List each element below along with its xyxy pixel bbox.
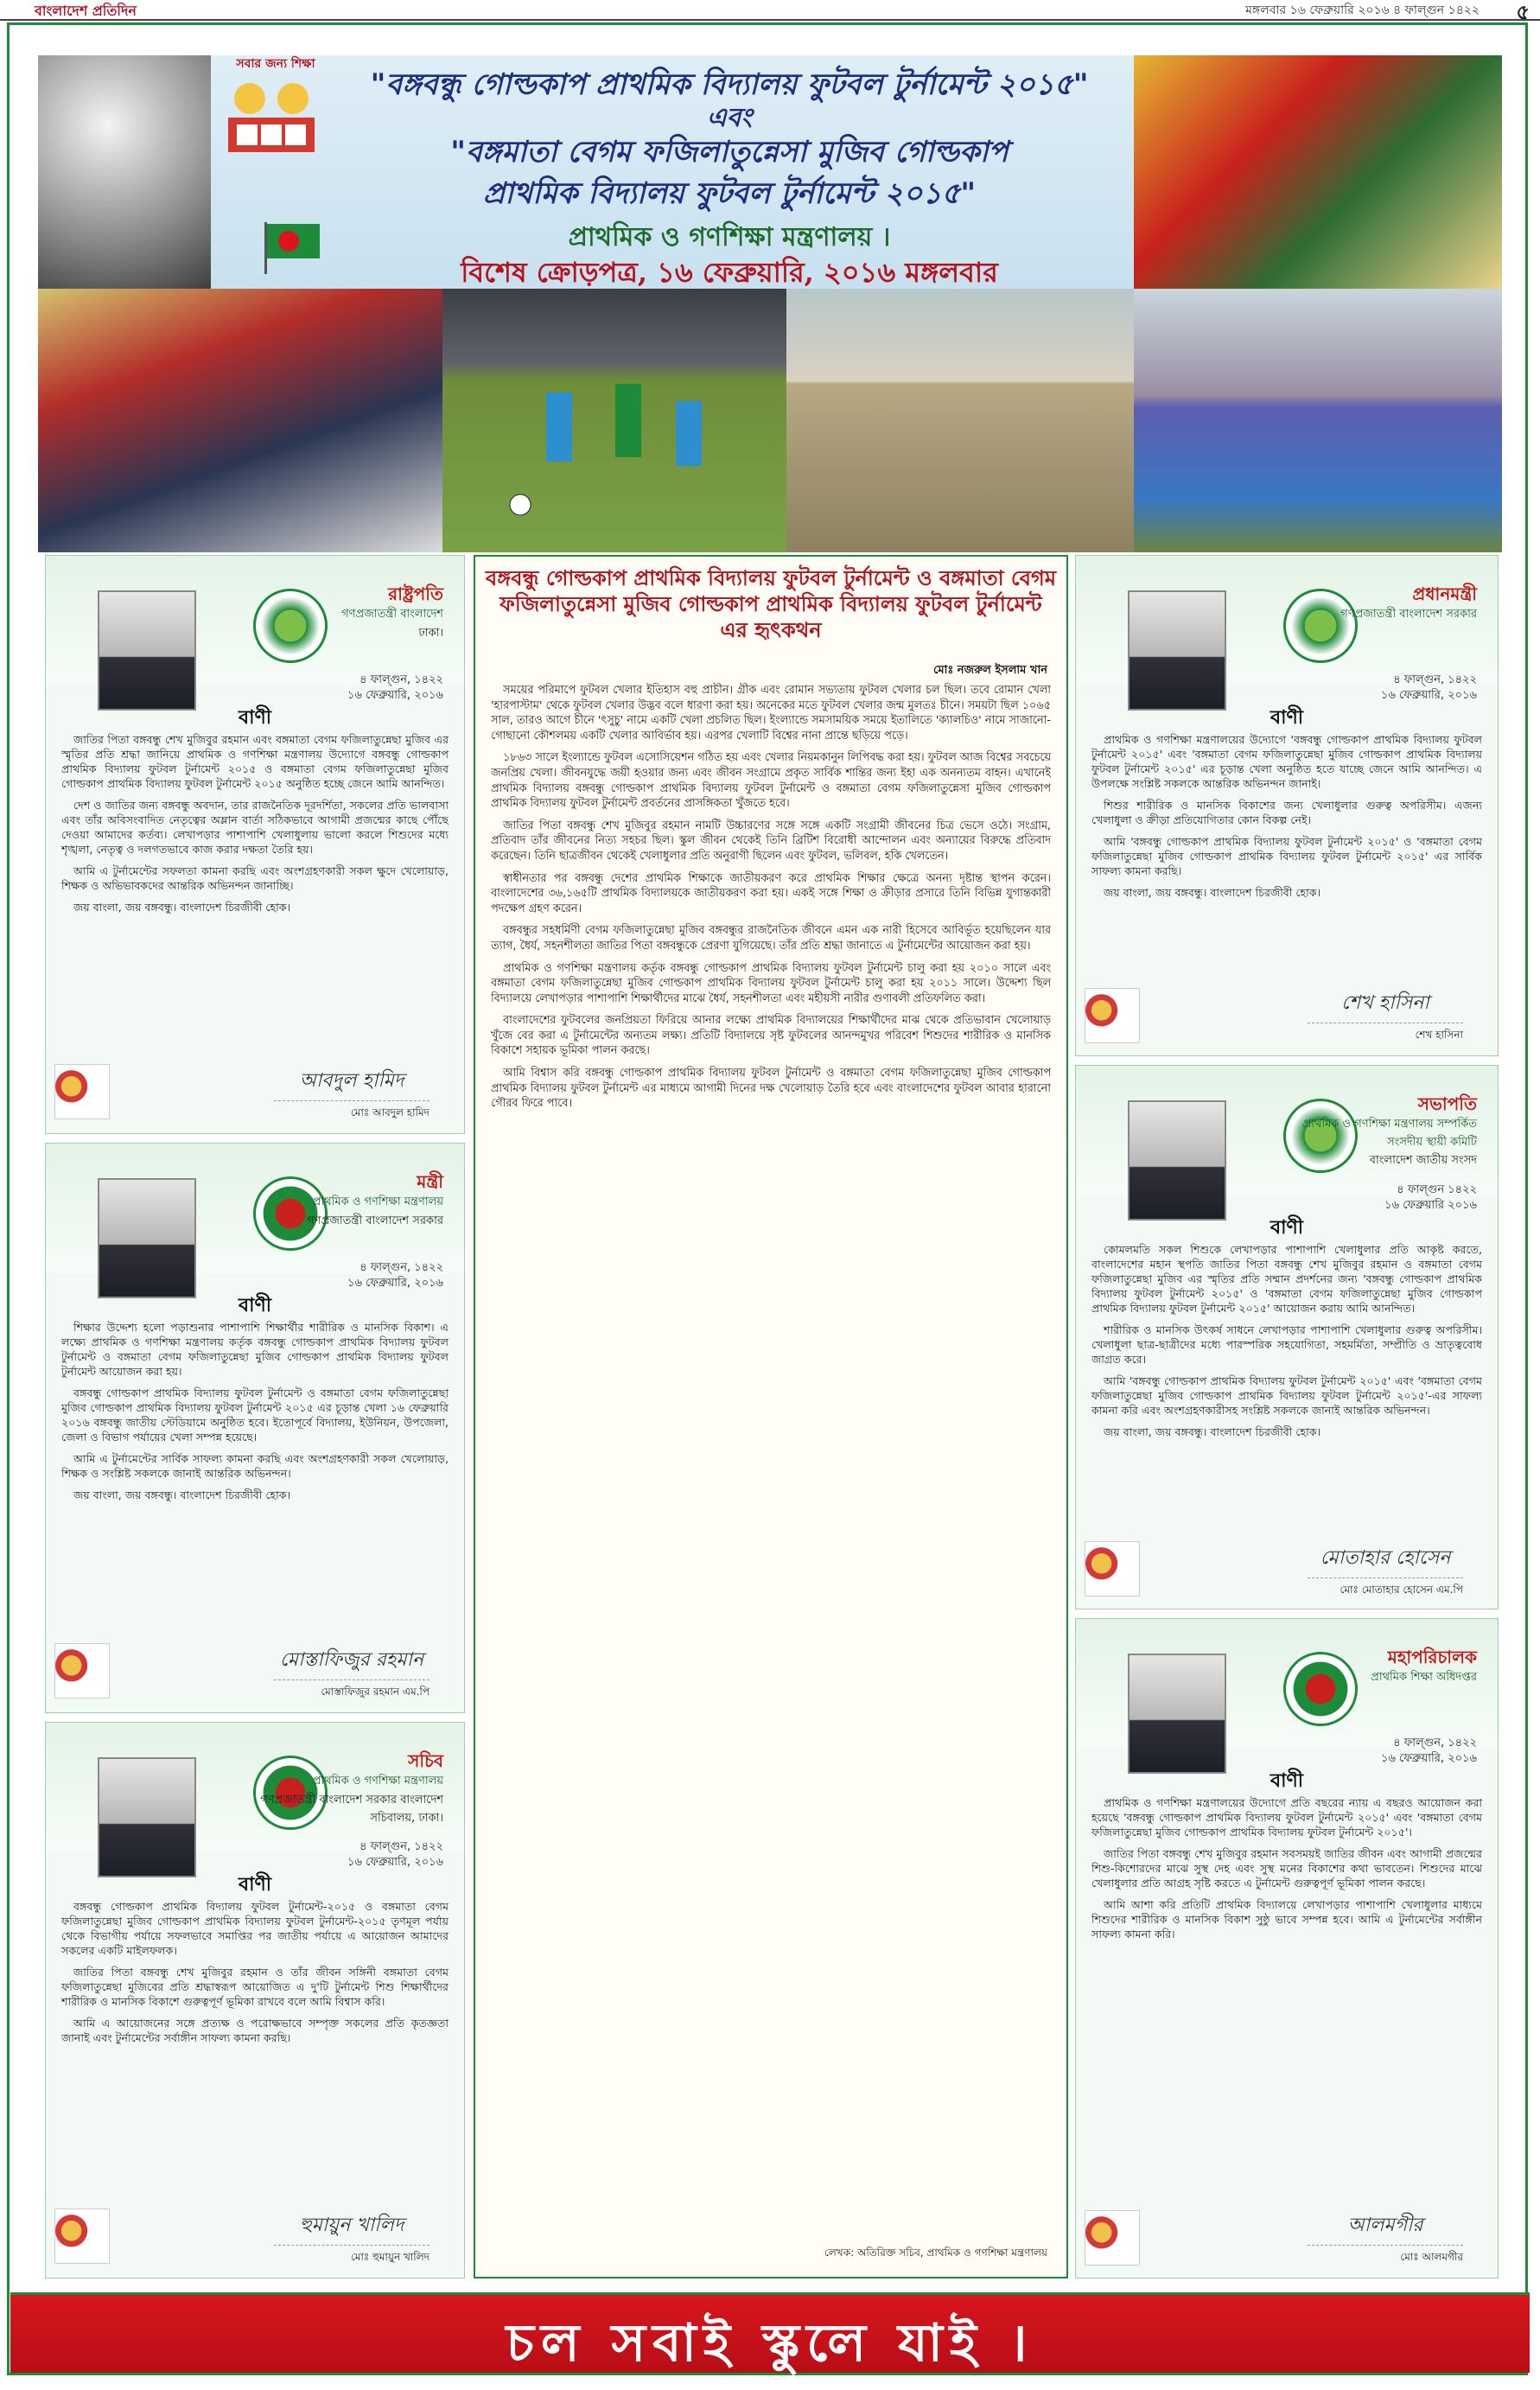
education-logo-icon <box>1085 988 1140 1043</box>
card-date-gregorian: ১৬ ফেব্রুয়ারি, ২০১৬ <box>347 1277 443 1290</box>
card-date-bengali: ৪ ফাল্গুন, ১৪২২ <box>1393 1737 1477 1749</box>
signer-name: শেখ হাসিনা <box>1415 1029 1463 1041</box>
chairman-message-card <box>1075 1065 1499 1609</box>
card-place: গণপ্রজাতন্ত্রী বাংলাদেশ সরকার <box>307 1214 443 1227</box>
banner-title-line2: এবং <box>706 103 753 133</box>
government-seal-icon <box>1283 1652 1358 1726</box>
card-role: মন্ত্রী <box>417 1171 443 1192</box>
banner-title-line3: "বঙ্গমাতা বেগম ফজিলাতুন্নেসা মুজিব গোল্ডকাপ <box>450 135 1009 169</box>
card-date-bengali: ৪ ফাল্গুন ১৪২২ <box>1397 1183 1477 1196</box>
education-for-all-logo <box>211 64 332 168</box>
masthead-name: বাংলাদেশ প্রতিদিন <box>35 3 137 19</box>
card-body: শিক্ষার উদ্দেশ্য হলো পড়াশুনার পাশাপাশি শিক্ষার্থীর শারীরিক ও মানসিক বিকাশ। এ লক্ষ্যে প্রাথমিক ও গণশিক্ষা মন্ত্রণালয় কর্তৃক বঙ্গবন্ধু গোল্ডকাপ প্রাথমিক বিদ্যালয় ফুটবল টুর্নামেন্ট ও বঙ্গমাতা বেগম ফজিলাতুন্নেছা মুজিব গোল্ডকাপ প্রাথমিক বিদ্যালয় ফুটবল টুর্নামেন্ট আয়োজন করা হয়। বঙ্গবন্ধু গোল্ডকাপ প্রাথমিক বিদ্যালয় ফুটবল টুর্নামেন্ট ও বঙ্গমাতা বেগম ফজিলাতুন্নেছা মুজিব গোল্ডকাপ প্রাথমিক বিদ্যালয় ফুটবল টুর্নামেন্ট ২০১৫ এর চূড়ান্ত খেলা ১৬ ফেব্রুয়ারি ২০১৬ বঙ্গবন্ধু জাতীয় স্টেডিয়ামে অনুষ্ঠিত হবে। ইতোপূর্বে বিদ্যালয়, ইউনিয়ন, উপজেলা, জেলা ও বিভাগ পর্যায়ের খেলা সম্পন্ন হয়েছে। আমি এ টুর্নামেন্টের সার্বিক সাফল্য কামনা করছি এবং অংশগ্রহণকারী সকল খেলোয়াড়, শিক্ষক ও সংশ্লিষ্ট সকলকে জানাই আন্তরিক অভিনন্দন। জয় বাংলা, জয় বঙ্গবন্ধু। বাংলাদেশ চিরজীবী হোক। <box>61 1321 449 1501</box>
card-date-bengali: ৪ ফাল্গুন, ১৪২২ <box>1393 673 1477 686</box>
slogan-banner <box>10 2292 1530 2373</box>
card-role: রাষ্ট্রপতি <box>388 583 443 604</box>
field-play-photo <box>786 289 1134 552</box>
card-org: গণপ্রজাতন্ত্রী বাংলাদেশ সরকার <box>1340 608 1477 621</box>
education-logo-icon <box>1085 2210 1140 2266</box>
card-body: বঙ্গবন্ধু গোল্ডকাপ প্রাথমিক বিদ্যালয় ফুটবল টুর্নামেন্ট-২০১৫ ও বঙ্গমাতা বেগম ফজিলাতুন্নেছা মুজিব গোল্ডকাপ প্রাথমিক বিদ্যালয় ফুটবল টুর্নামেন্ট-২০১৫ তৃণমূল পর্যায় থেকে বিভাগীয় পর্যায়ে সফলভাবে সমাপ্তির পর জাতীয় পর্যায়ে এ আয়োজন আমাদের সকলের একটি মাইলফলক। জাতির পিতা বঙ্গবন্ধু শেখ মুজিবুর রহমান ও তাঁর জীবন সঙ্গিনী বঙ্গমাতা বেগম ফজিলাতুন্নেছা মুজিবের প্রতি শ্রদ্ধাস্বরূপ আয়োজিত এ দু'টি টুর্নামেন্ট শিশু শিক্ষার্থীদের শারীরিক ও মানসিক বিকাশে গুরুত্বপূর্ণ ভূমিকা রাখবে বলে আমি বিশ্বাস করি। আমি এ আয়োজনের সঙ্গে প্রত্যক্ষ ও পরোক্ষভাবে সম্পৃক্ত সকলের প্রতি কৃতজ্ঞতা জানাই এবং টুর্নামেন্টের সর্বাঙ্গীন সাফল্য কামনা করছি। <box>61 1900 449 2044</box>
card-heading: বাণী <box>238 707 272 729</box>
article-author: মোঃ নজরুল ইসলাম খান <box>933 664 1047 677</box>
top-strip <box>0 0 1540 24</box>
education-logo-icon <box>54 2208 110 2264</box>
card-heading: বাণী <box>1270 1770 1304 1792</box>
secretary-message-card <box>45 1722 465 2278</box>
card-body: জাতির পিতা বঙ্গবন্ধু শেখ মুজিবুর রহমান এবং বঙ্গমাতা বেগম ফজিলাতুন্নেছা মুজিব এর স্মৃতির প্রতি শ্রদ্ধা জানিয়ে প্রাথমিক ও গণশিক্ষা মন্ত্রণালয় উদ্যোগে বঙ্গবন্ধু গোল্ডকাপ প্রাথমিক বিদ্যালয় ফুটবল টুর্নামেন্ট ২০১৫ ও বঙ্গমাতা বেগম ফজিলাতুন্নেছা মুজিব গোল্ডকাপ প্রাথমিক বিদ্যালয় ফুটবল টুর্নামেন্ট ২০১৫ অনুষ্ঠিত হচ্ছে জেনে আমি আনন্দিত। দেশ ও জাতির জন্য বঙ্গবন্ধু অবদান, তার রাজনৈতিক দূরদর্শিতা, সকলের প্রতি ভালবাসা এবং তাঁর অবিসংবাদিত নেতৃত্বের অম্লান বার্তা সঠিকভাবে আগামী প্রজন্মের কাছে পৌঁছে দেওয়া আমাদের কর্তব্য। লেখাপড়ার পাশাপাশি খেলাধুলায় ভালো করলে শিশুদের মধ্যে শৃঙ্খলা, নেতৃত্ব ও দলগতভাবে কাজ করার দক্ষতা তৈরি হয়। আমি এ টুর্নামেন্টের সফলতা কামনা করছি এবং অংশগ্রহণকারী সকল ক্ষুদে খেলোয়াড়, শিক্ষক ও অভিভাবকদের আন্তরিক অভিনন্দন জানাচ্ছি। জয় বাংলা, জয় বঙ্গবন্ধু। বাংলাদেশ চিরজীবী হোক। <box>61 733 449 914</box>
secretary-portrait <box>98 1757 196 1877</box>
card-body: কোমলমতি সকল শিশুকে লেখাপড়ার পাশাপাশি খেলাধুলার প্রতি আকৃষ্ট করতে, বাংলাদেশের মহান স্থপতি জাতির পিতা বঙ্গবন্ধু শেখ মুজিবুর রহমান ও বঙ্গমাতা বেগম ফজিলাতুন্নেছা মুজিব এর স্মৃতির প্রতি সম্মান প্রদর্শনের জন্য 'বঙ্গবন্ধু গোল্ডকাপ প্রাথমিক বিদ্যালয় ফুটবল টুর্নামেন্ট ২০১৫' ও 'বঙ্গমাতা বেগম ফজিলাতুন্নেছা মুজিব গোল্ডকাপ প্রাথমিক বিদ্যালয় ফুটবল টুর্নামেন্ট ২০১৫' আয়োজন করায় আমি আনন্দিত। শারীরিক ও মানসিক উৎকর্ষ সাধনে লেখাপড়ার পাশাপাশি খেলাধুলার গুরুত্ব অপরিসীম। খেলাধুলা ছাত্র-ছাত্রীদের মধ্যে পারস্পরিক সহযোগিতা, সহমর্মিতা, সম্প্রীতি ও ভ্রাতৃত্ববোধ জাগ্রত করে। আমি 'বঙ্গবন্ধু গোল্ডকাপ প্রাথমিক বিদ্যালয় ফুটবল টুর্নামেন্ট ২০১৫' এবং 'বঙ্গমাতা বেগম ফজিলাতুন্নেছা মুজিব গোল্ডকাপ প্রাথমিক বিদ্যালয় ফুটবল টুর্নামেন্ট ২০১৫'-এর সাফল্য কামনা করি এবং অংশগ্রহণকারীসহ সংশ্লিষ্ট সকলকে জানাই আন্তরিক অভিনন্দন। জয় বাংলা, জয় বঙ্গবন্ধু। বাংলাদেশ চিরজীবী হোক। <box>1091 1243 1482 1438</box>
signature: আবদুল হামিদ <box>274 1066 430 1101</box>
card-place: গণপ্রজাতন্ত্রী বাংলাদেশ সরকার বাংলাদেশ সচিবালয়, ঢাকা। <box>260 1794 443 1825</box>
signer-name: মোঃ হুমায়ুন খালিদ <box>350 2251 430 2263</box>
card-heading: বাণী <box>238 1874 272 1896</box>
banner-title-line4: প্রাথমিক বিদ্যালয় ফুটবল টুর্নামেন্ট ২০১৫" <box>482 176 977 211</box>
card-heading: বাণী <box>1270 707 1304 729</box>
president-message-card <box>45 555 465 1134</box>
card-org: প্রাথমিক শিক্ষা অধিদপ্তর <box>1371 1671 1477 1684</box>
page-number: ৫ <box>1516 0 1530 24</box>
card-date-gregorian: ১৬ ফেব্রুয়ারি, ২০১৬ <box>1381 1752 1477 1765</box>
card-place: ঢাকা। <box>418 627 443 640</box>
card-body: প্রাথমিক ও গণশিক্ষা মন্ত্রণালয়ের উদ্যোগে প্রতি বছরের ন্যায় এ বছরও আয়োজন করা হয়েছে 'বঙ্গবন্ধু গোল্ডকাপ প্রাথমিক বিদ্যালয় ফুটবল টুর্নামেন্ট ২০১৫' এবং 'বঙ্গমাতা বেগম ফজিলাতুন্নেছা মুজিব গোল্ডকাপ প্রাথমিক বিদ্যালয় ফুটবল টুর্নামেন্ট ২০১৫'। জাতির পিতা বঙ্গবন্ধু শেখ মুজিবুর রহমান সবসময়ই জাতির জীবন এবং আগামী প্রজন্মের শিশু-কিশোরদের মাঝে সুস্থ দেহ এবং সুস্থ মনের বিকাশের কথা ভাবতেন। শিশুদের মাঝে খেলাধুলার প্রতি আগ্রহ সৃষ্টি করতে এ টুর্নামেন্ট গুরুত্বপূর্ণ ভূমিকা পালন করছে। আমি আশা করি প্রতিটি প্রাথমিক বিদ্যালয়ে লেখাপড়ার পাশাপাশি খেলাধুলার মাধ্যমে শিশুদের শারীরিক ও মানসিক বিকাশ সুষ্ঠু ভাবে সম্পন্ন হবে। আমি এ টুর্নামেন্টের সর্বাঙ্গীন সাফল্য কামনা করি। <box>1091 1796 1482 1941</box>
card-heading: বাণী <box>1270 1217 1304 1239</box>
card-date-gregorian: ১৬ ফেব্রুয়ারি, ২০১৬ <box>347 689 443 702</box>
slogan-text: চল সবাই স্কুলে যাই । <box>506 2313 1034 2374</box>
signature: শেখ হাসিনা <box>1308 988 1463 1023</box>
trophy-award-photo <box>1134 55 1502 289</box>
logo-caption: সবার জন্য শিক্ষা <box>236 57 315 71</box>
dg-message-card <box>1075 1618 1499 2278</box>
card-date-gregorian: ১৬ ফেব্রুয়ারি, ২০১৬ <box>1381 689 1477 702</box>
signer-name: মোঃ আবদুল হামিদ <box>350 1106 430 1119</box>
signature: আলমগীর <box>1308 2210 1463 2246</box>
pm-portrait <box>1128 590 1226 711</box>
card-org: গণপ্রজাতন্ত্রী বাংলাদেশ <box>341 608 443 621</box>
card-org: প্রাথমিক ও গণশিক্ষা মন্ত্রণালয় <box>312 1195 443 1208</box>
card-date-gregorian: ১৬ ফেব্রুয়ারি, ২০১৬ <box>347 1856 443 1869</box>
feature-article <box>474 555 1068 2278</box>
signature: হুমায়ুন খালিদ <box>274 2210 430 2246</box>
minister-message-card <box>45 1143 465 1713</box>
education-logo-icon <box>54 1064 110 1119</box>
pm-message-card <box>1075 555 1499 1056</box>
issue-date: মঙ্গলবার ১৬ ফেব্রুয়ারি ২০১৬ ৪ ফাল্গুন ১৪২২ <box>1245 3 1480 17</box>
ceremony-photo <box>38 289 442 552</box>
card-place: বাংলাদেশ জাতীয় সংসদ <box>1369 1154 1477 1167</box>
article-footer: লেখক: অতিরিক্ত সচিব, প্রাথমিক ও গণশিক্ষা মন্ত্রণালয় <box>824 2247 1047 2259</box>
education-logo-icon <box>1085 1541 1140 1597</box>
signer-name: মোঃ মোতাহার হোসেন এম.পি <box>1340 1584 1463 1596</box>
chairman-portrait <box>1128 1100 1226 1220</box>
article-title: বঙ্গবন্ধু গোল্ডকাপ প্রাথমিক বিদ্যালয় ফুটবল টুর্নামেন্ট ও বঙ্গমাতা বেগম ফজিলাতুন্নেসা মুজিব গোল্ডকাপ প্রাথমিক বিদ্যালয় ফুটবল টুর্নামেন্ট এর হৃৎকথন <box>485 565 1057 642</box>
signature: মোস্তাফিজুর রহমান <box>274 1645 430 1680</box>
pm-seal-icon <box>1283 589 1358 663</box>
card-body: প্রাথমিক ও গণশিক্ষা মন্ত্রণালয়ের উদ্যোগে 'বঙ্গবন্ধু গোল্ডকাপ প্রাথমিক বিদ্যালয় ফুটবল টুর্নামেন্ট ২০১৫' এবং 'বঙ্গমাতা বেগম ফজিলাতুন্নেছা মুজিব গোল্ডকাপ প্রাথমিক বিদ্যালয় ফুটবল টুর্নামেন্ট ২০১৫' এর চূড়ান্ত খেলা অনুষ্ঠিত হতে যাচ্ছে জেনে আমি আনন্দিত। এ উপলক্ষে সংশ্লিষ্ট সকলকে আন্তরিক অভিনন্দন জানাই। শিশুর শারীরিক ও মানসিক বিকাশের জন্য খেলাধুলার গুরুত্ব অপরিসীম। এজন্য খেলাধুলা ও ক্রীড়া প্রতিযোগিতার কোন বিকল্প নেই। আমি 'বঙ্গবন্ধু গোল্ডকাপ প্রাথমিক বিদ্যালয় ফুটবল টুর্নামেন্ট ২০১৫' ও 'বঙ্গমাতা বেগম ফজিলাতুন্নেছা মুজিব গোল্ডকাপ প্রাথমিক বিদ্যালয় ফুটবল টুর্নামেন্ট ২০১৫' এর সার্বিক সাফল্য কামনা করছি। জয় বাংলা, জয় বঙ্গবন্ধু। বাংলাদেশ চিরজীবী হোক। <box>1091 733 1482 899</box>
minister-portrait <box>98 1178 196 1298</box>
president-seal-icon <box>253 589 328 663</box>
banner <box>38 55 1502 552</box>
signature: মোতাহার হোসেন <box>1308 1543 1463 1578</box>
team-lineup-photo <box>1134 289 1502 552</box>
leaders-portrait-photo <box>38 55 211 289</box>
card-role: প্রধানমন্ত্রী <box>1412 583 1477 604</box>
signer-name: মোঃ আলমগীর <box>1400 2251 1463 2263</box>
banner-title-line1: "বঙ্গবন্ধু গোল্ডকাপ প্রাথমিক বিদ্যালয় ফুটবল টুর্নামেন্ট ২০১৫" <box>370 67 1089 102</box>
card-date-gregorian: ১৬ ফেব্রুয়ারি ২০১৬ <box>1384 1199 1477 1212</box>
education-logo-icon <box>54 1643 110 1698</box>
card-org: প্রাথমিক ও গণশিক্ষা মন্ত্রণালয় সম্পর্কিত সংসদীয় স্থায়ী কমিটি <box>1302 1118 1477 1149</box>
bangladesh-flag-icon <box>263 215 323 276</box>
banner-supplement-date: বিশেষ ক্রোড়পত্র, ১৬ ফেব্রুয়ারি, ২০১৬ মঙ্গলবার <box>461 256 998 289</box>
dg-portrait <box>1128 1654 1226 1774</box>
card-role: সচিব <box>408 1750 443 1771</box>
card-role: মহাপরিচালক <box>1387 1647 1477 1667</box>
card-date-bengali: ৪ ফাল্গুন, ১৪২২ <box>360 673 443 686</box>
president-portrait <box>98 590 196 711</box>
card-date-bengali: ৪ ফাল্গুন, ১৪২২ <box>360 1840 443 1853</box>
article-body: সময়ের পরিমাপে ফুটবল খেলার ইতিহাস বহু প্রাচীন। গ্রীক এবং রোমান সভ্যতায় ফুটবল খেলার চল ছিল। তবে রোমান খেলা 'হারপাস্টাম' থেকে ফুটবল খেলার উদ্ভব বলে ধারণা করা হয়। অনেকের মতে ফুটবল খেলার জন্ম মুলতঃ চীনে। সময়টা ছিল ১০৬৫ সাল, তারও আগে চীনে 'ৎসুচু' নামে একটি খেলা প্রচলিত ছিল। ইংল্যান্ডে সমসাময়িক সময়ে ইতালিতে 'ক্যালচিও' নামে সাজানো-গোছানো কৌশলময় একটি খেলার আবির্ভাব হয়। এরপর খেলাটি বিশ্বের নানা প্রান্তে ছড়িয়ে পড়ে। ১৮৬৩ সালে ইংল্যান্ডে ফুটবল এসোসিয়েশন গঠিত হয় এবং খেলার নিয়মকানুন লিপিবদ্ধ করা হয়। ফুটবল আজ বিশ্বের সবচেয়ে জনপ্রিয় খেলা। জীবনযুদ্ধে জয়ী হওয়ার জন্য এবং জীবন সংগ্রামে প্রকৃত সার্বিক শান্তির জন্য ইহা এক অনন্যতম বাহন। এখানেই প্রাথমিক বিদ্যালয় বঙ্গবন্ধু গোল্ডকাপ প্রাথমিক বিদ্যালয় ফুটবল টুর্নামেন্ট ও বঙ্গমাতা বেগম ফজিলাতুন্নেসা মুজিব গোল্ডকাপ প্রাথমিক বিদ্যালয় ফুটবল টুর্নামেন্ট প্রবর্তনের প্রাসঙ্গিকতা খুঁজতে হবে। জাতির পিতা বঙ্গবন্ধু শেখ মুজিবুর রহমান নামটি উচ্চারণের সঙ্গে সঙ্গে একটি সংগ্রামী জীবনের চিত্র ভেসে ওঠে। সংগ্রাম, প্রতিবাদ তাঁর জীবনের নিত্য সহচর ছিল। স্কুল জীবন থেকেই তিনি ব্রিটিশ বিরোধী আন্দোলন এবং অন্যায়ের বিরুদ্ধে প্রতিবাদ করেছেন। তিনি ছাত্রজীবন থেকেই খেলাধুলার প্রতি অনুরাগী ছিলেন এবং ফুটবল, ভলিবল, হকি খেলতেন। স্বাধীনতার পর বঙ্গবন্ধু দেশের প্রাথমিক শিক্ষাকে জাতীয়করণ করে প্রাথমিক শিক্ষার ক্ষেত্রে অনন্য দৃষ্টান্ত স্থাপন করেন। বাংলাদেশের ৩৬,১৬৫টি প্রাথমিক বিদ্যালয়কে জাতীয়করণ করা হয়। একই সঙ্গে শিক্ষা ও ক্রীড়ার প্রসারে তিনি বিভিন্ন যুগান্তকারী পদক্ষেপ গ্রহণ করেন। বঙ্গবন্ধুর সহধর্মিণী বেগম ফজিলাতুন্নেছা মুজিব বঙ্গবন্ধুর রাজনৈতিক জীবনে এমন এক নারী হিসেবে আবির্ভূত হয়েছিলেন যার ত্যাগ, ধৈর্য, সহনশীলতা জাতির পিতা বঙ্গবন্ধুকে প্রেরণা যুগিয়েছে। তাঁর প্রতি শ্রদ্ধা জানাতে এ টুর্নামেন্টের আয়োজন করা হয়। প্রাথমিক ও গণশিক্ষা মন্ত্রণালয় কর্তৃক বঙ্গবন্ধু গোল্ডকাপ প্রাথমিক বিদ্যালয় ফুটবল টুর্নামেন্ট চালু করা হয় ২০১০ সালে এবং বঙ্গমাতা বেগম ফজিলাতুন্নেছা মুজিব গোল্ডকাপ প্রাথমিক বিদ্যালয় ফুটবল টুর্নামেন্ট চালু করা হয় ২০১১ সালে। উদ্দেশ্য ছিল বিদ্যালয়ে লেখাপড়ার পাশাপাশি শিক্ষার্থীদের মাঝে ধৈর্য, সহনশীলতা এবং মহীয়সী নারীর গুণাবলী প্রতিফলিত করা। বাংলাদেশের ফুটবলের জনপ্রিয়তা ফিরিয়ে আনার লক্ষ্যে প্রাথমিক বিদ্যালয়ের শিক্ষার্থীদের মাঝ থেকে প্রতিভাবান খেলোয়াড় খুঁজে বের করা এ টুর্নামেন্টের অন্যতম লক্ষ্য। প্রতিটি বিদ্যালয়ে সৃষ্ট ফুটবলের আনন্দমুখর পরিবেশ শিশুদের শারীরিক ও মানসিক বিকাশে সহায়ক ভূমিকা পালন করছে। আমি বিশ্বাস করি বঙ্গবন্ধু গোল্ডকাপ প্রাথমিক বিদ্যালয় ফুটবল টুর্নামেন্ট ও বঙ্গমাতা বেগম ফজিলাতুন্নেছা মুজিব গোল্ডকাপ প্রাথমিক বিদ্যালয় ফুটবল টুর্নামেন্ট এর মাধ্যমে আগামী দিনের দক্ষ খেলোয়াড় তৈরি হবে এবং বাংলাদেশের ফুটবল আবার হারানো গৌরব ফিরে পাবে। <box>491 684 1051 1111</box>
card-org: প্রাথমিক ও গণশিক্ষা মন্ত্রণালয় <box>312 1775 443 1788</box>
banner-ministry: প্রাথমিক ও গণশিক্ষা মন্ত্রণালয় । <box>568 222 891 252</box>
card-role: সভাপতি <box>1417 1093 1477 1114</box>
football-match-photo <box>442 289 786 552</box>
card-heading: বাণী <box>238 1295 272 1316</box>
card-date-bengali: ৪ ফাল্গুন, ১৪২২ <box>360 1261 443 1274</box>
signer-name: মোস্তাফিজুর রহমান এম.পি <box>321 1686 430 1698</box>
